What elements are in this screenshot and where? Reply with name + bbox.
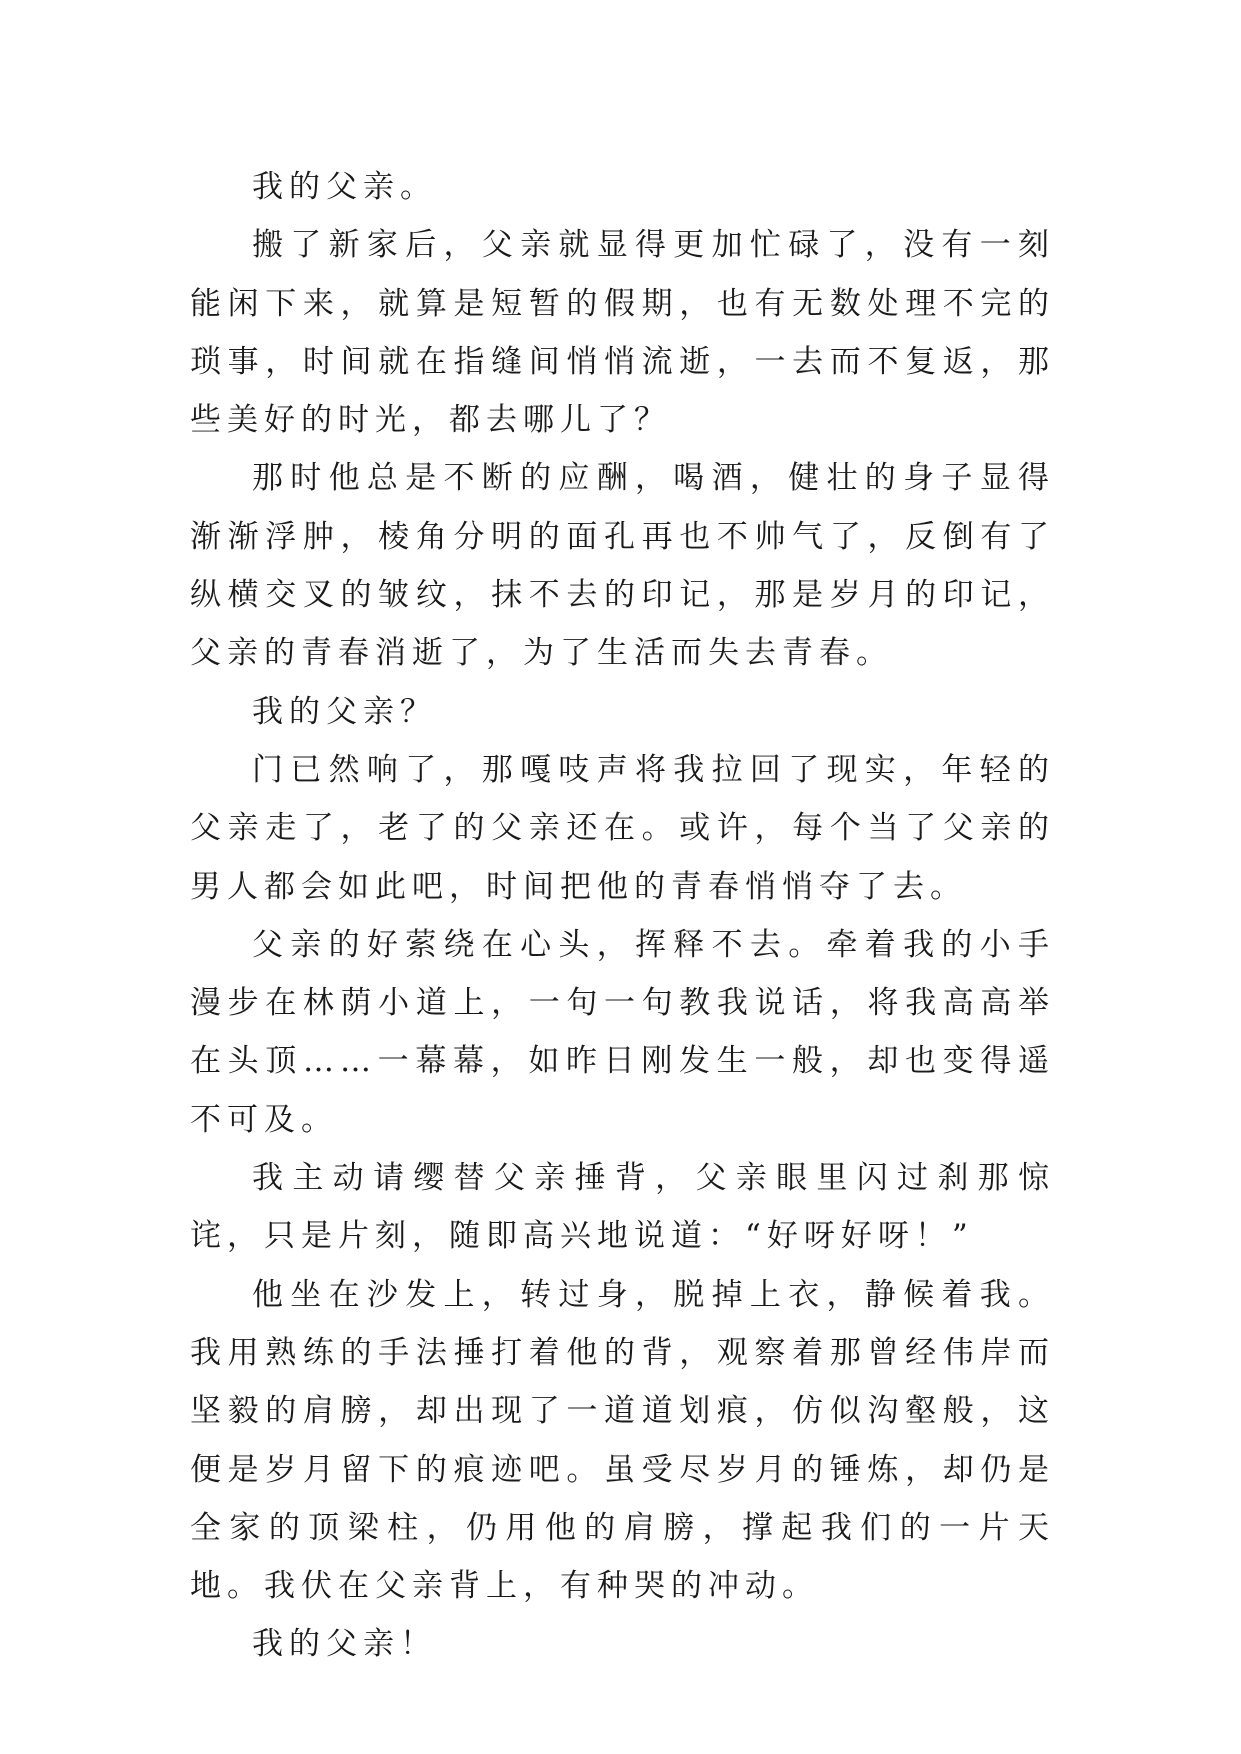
paragraph-3: 那时他总是不断的应酬，喝酒，健壮的身子显得渐渐浮肿，棱角分明的面孔再也不帅气了，反倒有了纵横交叉的皱纹，抹不去的印记，那是岁月的印记，父亲的青春消逝了，为了生活而失去青春。 bbox=[190, 460, 1055, 672]
paragraph-6: 父亲的好萦绕在心头，挥释不去。牵着我的小手漫步在林荫小道上，一句一句教我说话，将我高高举在头顶……一幕幕，如昨日刚发生一般，却也变得遥不可及。 bbox=[190, 926, 1055, 1138]
paragraph-9: 我的父亲！ bbox=[252, 1626, 437, 1663]
paragraph-7: 我主动请缨替父亲捶背，父亲眼里闪过刹那惊诧，只是片刻，随即高兴地说道：“好呀好呀！” bbox=[190, 1160, 1055, 1255]
paragraph-5: 门已然响了，那嘎吱声将我拉回了现实，年轻的父亲走了，老了的父亲还在。或许，每个当了父亲的男人都会如此吧，时间把他的青春悄悄夺了去。 bbox=[190, 751, 1055, 905]
paragraph-4: 我的父亲？ bbox=[252, 693, 437, 730]
paragraph-2: 搬了新家后，父亲就显得更加忙碌了，没有一刻能闲下来，就算是短暂的假期，也有无数处理不完的琐事，时间就在指缝间悄悄流逝，一去而不复返，那些美好的时光，都去哪儿了？ bbox=[190, 227, 1055, 439]
essay-body bbox=[190, 158, 1055, 1674]
paragraph-1: 我的父亲。 bbox=[252, 169, 437, 205]
paragraph-8: 他坐在沙发上，转过身，脱掉上衣，静候着我。我用熟练的手法捶打着他的背，观察着那曾经伟岸而坚毅的肩膀，却出现了一道道划痕，仿似沟壑般，这便是岁月留下的痕迹吧。虽受尽岁月的锤炼，却仍是全家的顶梁柱，仍用他的肩膀，撑起我们的一片天地。我伏在父亲背上，有种哭的冲动。 bbox=[190, 1276, 1055, 1605]
